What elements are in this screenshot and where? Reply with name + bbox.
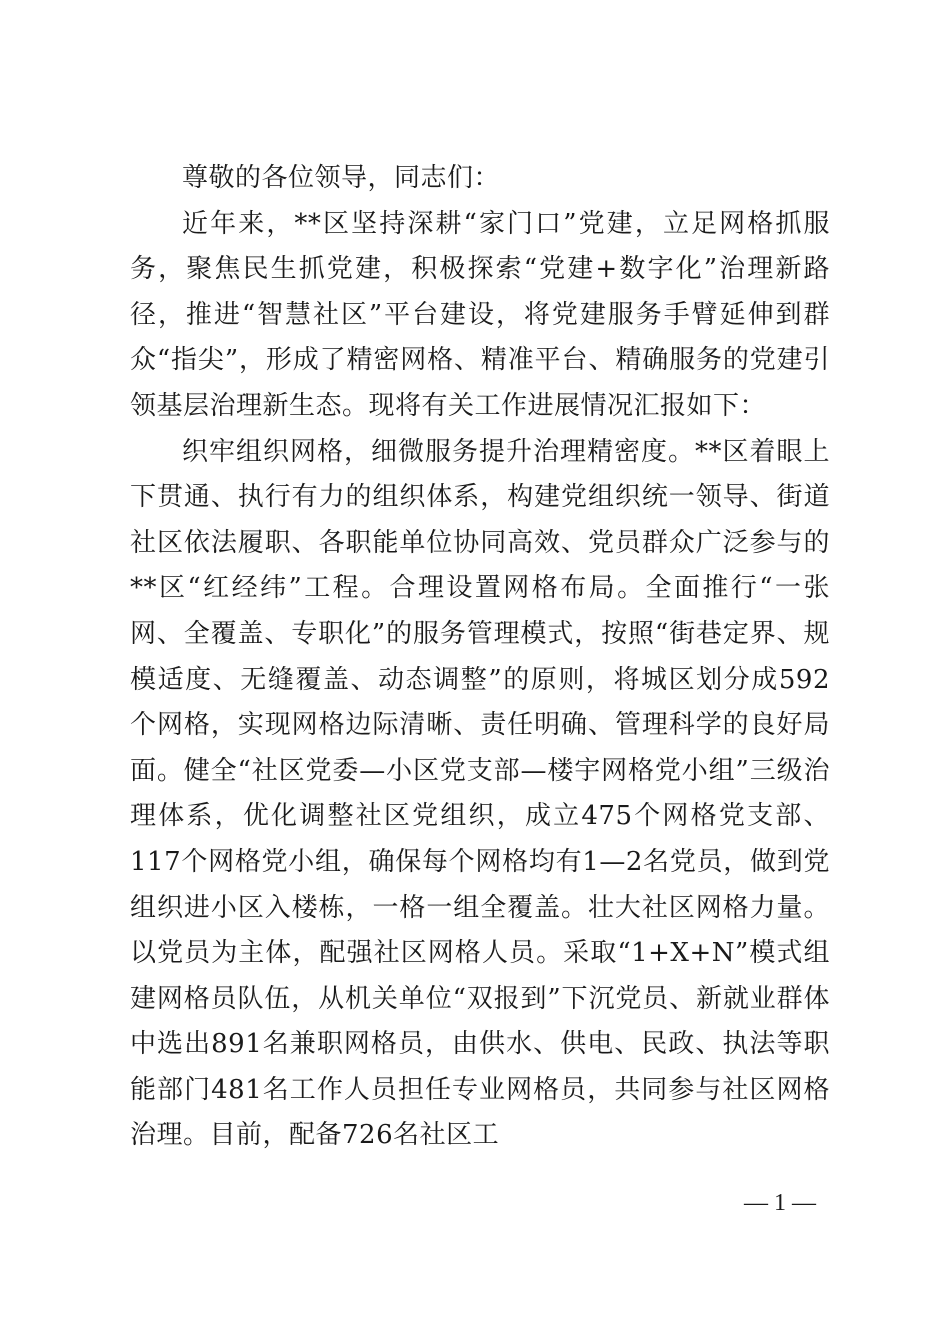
paragraph-grid-organization: 织牢组织网格，细微服务提升治理精密度。**区着眼上下贯通、执行有力的组织体系，构建党组织统一领导、街道社区依法履职、各职能单位协同高效、党员群众广泛参与的**区“红经纬”工程。合理设置网格布局。全面推行“一张网、全覆盖、专职化”的服务管理模式，按照“街巷定界、规模适度、无缝覆盖、动态调整”的原则，将城区划分成592个网格，实现网格边际清晰、责任明确、管理科学的良好局面。健全“社区党委—小区党支部—楼宇网格党小组”三级治理体系，优化调整社区党组织，成立475个网格党支部、117个网格党小组，确保每个网格均有1—2名党员，做到党组织进小区入楼栋，一格一组全覆盖。壮大社区网格力量。以党员为主体，配强社区网格人员。采取“1+X+N”模式组建网格员队伍，从机关单位“双报到”下沉党员、新就业群体中选出891名兼职网格员，由供水、供电、民政、执法等职能部门481名工作人员担任专业网格员，共同参与社区网格治理。目前，配备726名社区工 xyxy=(130,436,830,1151)
greeting: 尊敬的各位领导，同志们： xyxy=(182,163,501,193)
document-body xyxy=(130,156,830,1159)
paragraph-intro: 近年来，**区坚持深耕“家门口”党建，立足网格抓服务，聚焦民生抓党建，积极探索“党建+数字化”治理新路径，推进“智慧社区”平台建设，将党建服务手臂延伸到群众“指尖”，形成了精密网格、精准平台、精确服务的党建引领基层治理新生态。现将有关工作进展情况汇报如下： xyxy=(130,208,830,421)
page-number: — 1 — xyxy=(744,1190,816,1216)
